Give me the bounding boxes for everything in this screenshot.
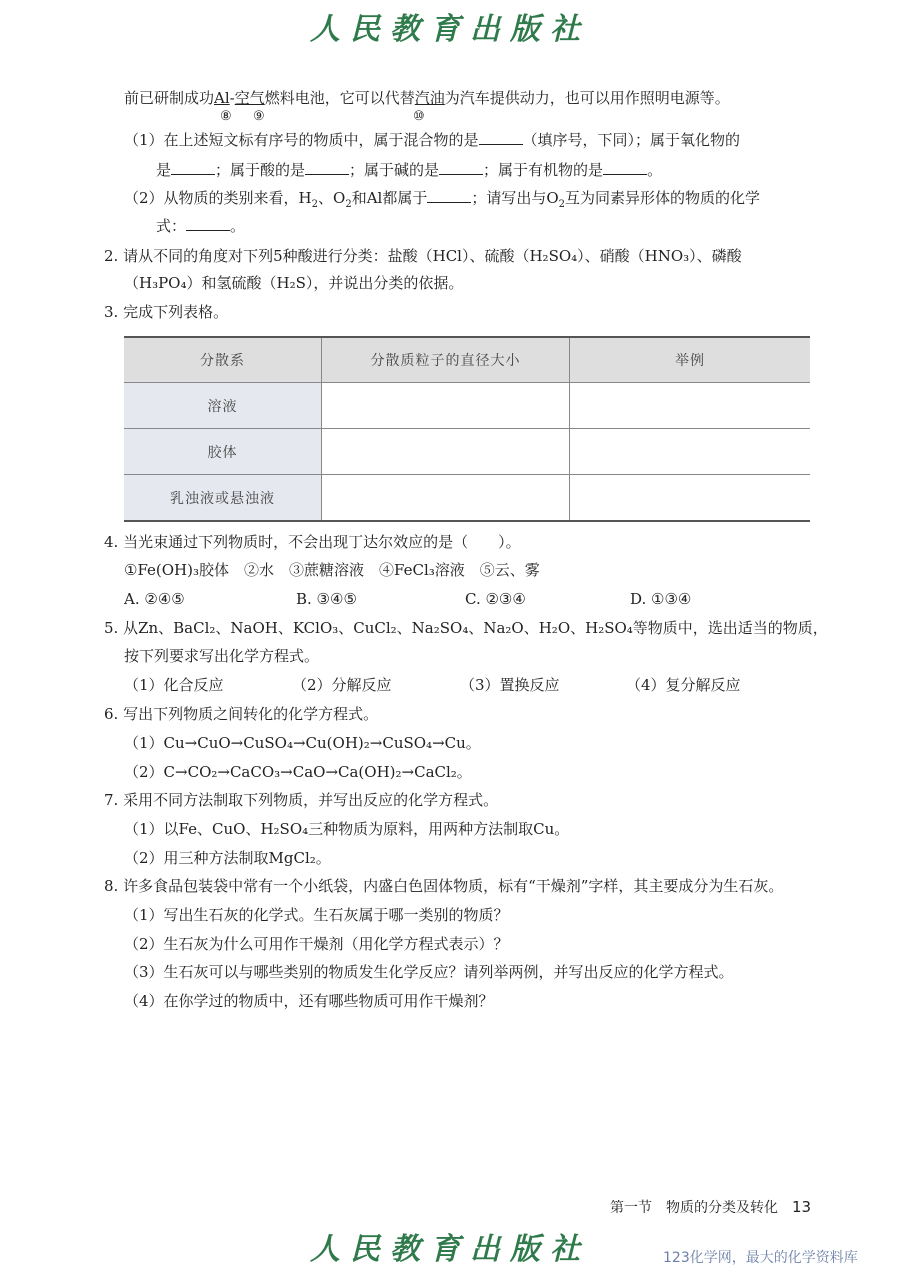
q4-option-c[interactable]: C. ②③④	[465, 590, 526, 608]
table-cell-empty[interactable]	[322, 475, 570, 522]
table-cell-empty[interactable]	[322, 383, 570, 429]
q1-part2-line2: 式： 。	[156, 217, 246, 235]
q1-part1-line1: （1）在上述短文标有序号的物质中，属于混合物的是 （填序号，下同）；属于氧化物的	[124, 131, 741, 149]
q5-option-3: （3）置换反应	[460, 676, 560, 694]
q7-line1: 7. 采用不同方法制取下列物质，并写出反应的化学方程式。	[104, 791, 499, 809]
publisher-logo-bottom: 人民教育出版社	[310, 1232, 590, 1267]
q4-option-a[interactable]: A. ②④⑤	[124, 590, 185, 608]
table-cell-empty[interactable]	[570, 429, 811, 475]
table-cell-empty[interactable]	[322, 429, 570, 475]
q4-line1: 4. 当光束通过下列物质时，不会出现丁达尔效应的是（ ）。	[104, 533, 521, 551]
answer-blank[interactable]	[439, 160, 483, 175]
q6-line1: 6. 写出下列物质之间转化的化学方程式。	[104, 705, 379, 723]
site-watermark: 123化学网，最大的化学资料库	[663, 1250, 858, 1266]
publisher-logo-top: 人民教育出版社	[310, 12, 590, 47]
table-header: 分散系	[124, 337, 322, 383]
q4-option-b[interactable]: B. ③④⑤	[296, 590, 357, 608]
q8-line1: 8. 许多食品包装袋中常有一个小纸袋，内盛白色固体物质，标有“干燥剂”字样，其主要成分为生石灰。	[104, 877, 784, 895]
q8-line4: （3）生石灰可以与哪些类别的物质发生化学反应？请列举两例，并写出反应的化学方程式。	[124, 963, 734, 981]
intro-line	[124, 88, 730, 108]
q8-line3: （2）生石灰为什么可用作干燥剂（用化学方程式表示）？	[124, 935, 509, 953]
answer-blank[interactable]	[305, 160, 349, 175]
intro-dash: -	[229, 89, 235, 107]
table-header: 分散质粒子的直径大小	[322, 337, 570, 383]
q4-option-d[interactable]: D. ①③④	[630, 590, 692, 608]
q8-line5: （4）在你学过的物质中，还有哪些物质可用作干燥剂？	[124, 992, 494, 1010]
q5-option-2: （2）分解反应	[292, 676, 392, 694]
table-cell-empty[interactable]	[570, 475, 811, 522]
q5-option-4: （4）复分解反应	[626, 676, 741, 694]
q5-line1: 5. 从Zn、BaCl₂、NaOH、KClO₃、CuCl₂、Na₂SO₄、Na₂O、H₂O、H₂SO₄等物质中，选出适当的物质，	[104, 619, 828, 637]
table-row-label: 胶体	[124, 429, 322, 475]
q6-line2: （1）Cu→CuO→CuSO₄→Cu(OH)₂→CuSO₄→Cu。	[124, 734, 481, 752]
intro-text-mid: 燃料电池，它可以代替	[264, 89, 415, 107]
q7-line2: （1）以Fe、CuO、H₂SO₄三种物质为原料，用两种方法制取Cu。	[124, 820, 570, 838]
intro-al: Al	[214, 89, 230, 107]
mark-8: ⑧	[220, 109, 232, 124]
answer-blank[interactable]	[479, 130, 523, 145]
q5-option-1: （1）化合反应	[124, 676, 224, 694]
mark-9: ⑨	[253, 109, 265, 124]
intro-text-end: 为汽车提供动力，也可以用作照明电源等。	[444, 89, 730, 107]
answer-blank[interactable]	[171, 160, 215, 175]
answer-blank[interactable]	[603, 160, 647, 175]
q4-line2: ①Fe(OH)₃胶体 ②水 ③蔗糖溶液 ④FeCl₃溶液 ⑤云、雾	[124, 561, 540, 579]
q8-line2: （1）写出生石灰的化学式。生石灰属于哪一类别的物质？	[124, 906, 509, 924]
q7-line3: （2）用三种方法制取MgCl₂。	[124, 849, 331, 867]
dispersion-table	[124, 336, 810, 522]
q2-line1: 2. 请从不同的角度对下列5种酸进行分类：盐酸（HCl）、硫酸（H₂SO₄）、硝酸（HNO₃）、磷酸	[104, 247, 742, 265]
page-number: 13	[792, 1198, 812, 1216]
table-header: 举例	[570, 337, 811, 383]
q2-line2: （H₃PO₄）和氢硫酸（H₂S），并说出分类的依据。	[124, 274, 464, 292]
table-row	[124, 475, 810, 522]
table-header-row	[124, 337, 810, 383]
intro-air: 空气	[234, 89, 265, 107]
intro-text: 前已研制成功	[124, 89, 215, 107]
table-row-label: 乳浊液或悬浊液	[124, 475, 322, 522]
answer-blank[interactable]	[186, 216, 230, 231]
mark-10: ⑩	[413, 109, 425, 124]
q5-line2: 按下列要求写出化学方程式。	[124, 647, 320, 665]
intro-gasoline: 汽油	[414, 89, 445, 107]
table-row-label: 溶液	[124, 383, 322, 429]
page-footer	[610, 1197, 811, 1217]
q3-line1: 3. 完成下列表格。	[104, 303, 229, 321]
answer-blank[interactable]	[427, 188, 471, 203]
q6-line3: （2）C→CO₂→CaCO₃→CaO→Ca(OH)₂→CaCl₂。	[124, 763, 472, 781]
footer-section: 第一节 物质的分类及转化	[610, 1200, 778, 1216]
table-row	[124, 429, 810, 475]
q1-part2-line1: （2）从物质的类别来看，$H_2$、$O_2$和Al都属于 ；请写出与$O_2$互为同素异形体的物质的化学	[124, 189, 761, 210]
table-row	[124, 383, 810, 429]
table-cell-empty[interactable]	[570, 383, 811, 429]
q1-part1-line2: 是 ；属于酸的是 ；属于碱的是 ；属于有机物的是 。	[156, 161, 663, 179]
